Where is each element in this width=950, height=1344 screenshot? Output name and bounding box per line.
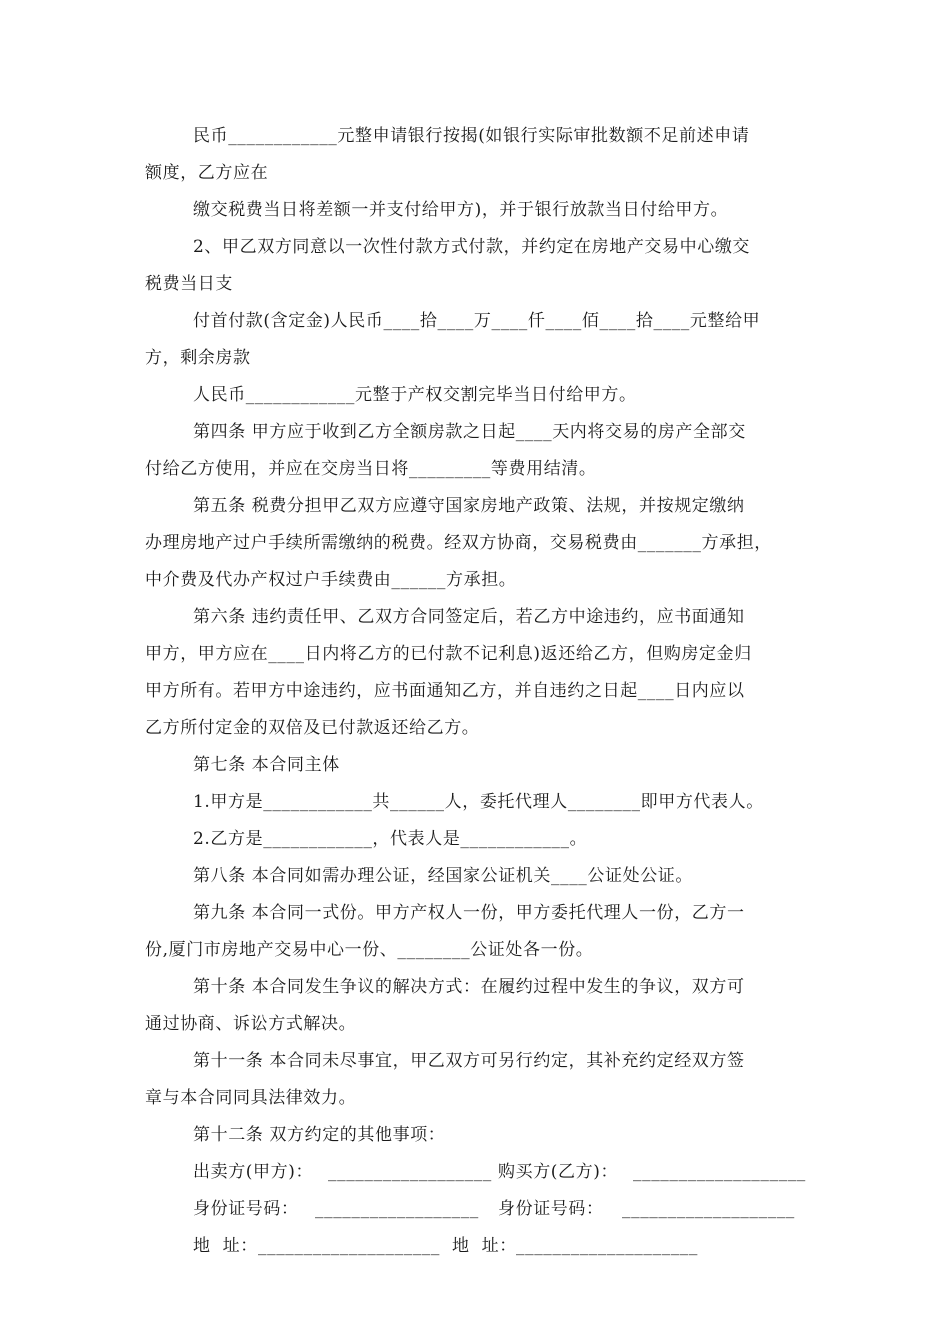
text-line: 人民币____________元整于产权交割完毕当日付给甲方。 [193, 385, 637, 405]
text-line: 通过协商、诉讼方式解决。 [145, 1014, 357, 1034]
text-line: 第五条 税费分担甲乙双方应遵守国家房地产政策、法规，并按规定缴纳 [193, 496, 745, 516]
seller-label: 出卖方(甲方)： [193, 1162, 314, 1182]
addr-label-right: 地 址： [452, 1236, 517, 1256]
text-line: 2.乙方是____________，代表人是____________。 [193, 829, 588, 849]
seller-blank: __________________ [328, 1162, 492, 1182]
text-line: 章与本合同同具法律效力。 [145, 1088, 357, 1108]
text-line: 乙方所付定金的双倍及已付款返还给乙方。 [145, 718, 480, 738]
text-line: 方，剩余房款 [145, 348, 251, 368]
id-blank-right: ___________________ [622, 1199, 795, 1219]
text-line: 付首付款(含定金)人民币____拾____万____仟____佰____拾____元整给甲 [193, 311, 761, 331]
text-line: 份,厦门市房地产交易中心一份、________公证处各一份。 [145, 940, 594, 960]
id-blank-left: __________________ [315, 1199, 479, 1219]
text-line: 第十条 本合同发生争议的解决方式：在履约过程中发生的争议，双方可 [193, 977, 745, 997]
addr-label-left: 地 址： [193, 1236, 258, 1256]
addr-blank-right: ____________________ [516, 1236, 698, 1256]
text-line: 第八条 本合同如需办理公证，经国家公证机关____公证处公证。 [193, 866, 694, 886]
text-line: 第七条 本合同主体 [193, 755, 340, 775]
text-line: 第四条 甲方应于收到乙方全额房款之日起____天内将交易的房产全部交 [193, 422, 746, 442]
text-line: 中介费及代办产权过户手续费由______方承担。 [145, 570, 517, 590]
text-line: 第十一条 本合同未尽事宜，甲乙双方可另行约定，其补充约定经双方签 [193, 1051, 745, 1071]
text-line: 税费当日支 [145, 274, 233, 294]
buyer-blank: ___________________ [633, 1162, 806, 1182]
buyer-label: 购买方(乙方)： [498, 1162, 619, 1182]
addr-blank-left: ____________________ [258, 1236, 440, 1256]
text-line: 额度，乙方应在 [145, 163, 269, 183]
text-line: 第九条 本合同一式份。甲方产权人一份，甲方委托代理人一份，乙方一 [193, 903, 745, 923]
text-line: 缴交税费当日将差额一并支付给甲方)，并于银行放款当日付给甲方。 [193, 200, 729, 220]
text-line: 1.甲方是____________共______人，委托代理人________即甲方代表人。 [193, 792, 764, 812]
text-line: 付给乙方使用，并应在交房当日将_________等费用结清。 [145, 459, 597, 479]
text-line: 民币____________元整申请银行按揭(如银行实际审批数额不足前述申请 [193, 126, 750, 146]
text-line: 甲方，甲方应在____日内将乙方的已付款不记利息)返还给乙方，但购房定金归 [145, 644, 752, 664]
text-line: 甲方所有。若甲方中途违约，应书面通知乙方，并自违约之日起____日内应以 [145, 681, 745, 701]
id-label-right: 身份证号码： [498, 1199, 604, 1219]
text-line: 第十二条 双方约定的其他事项： [193, 1125, 446, 1145]
text-line: 办理房地产过户手续所需缴纳的税费。经双方协商，交易税费由_______方承担， [145, 533, 772, 553]
text-line: 第六条 违约责任甲、乙双方合同签定后，若乙方中途违约，应书面通知 [193, 607, 745, 627]
id-label-left: 身份证号码： [193, 1199, 299, 1219]
text-line: 2、甲乙双方同意以一次性付款方式付款，并约定在房地产交易中心缴交 [193, 237, 751, 257]
